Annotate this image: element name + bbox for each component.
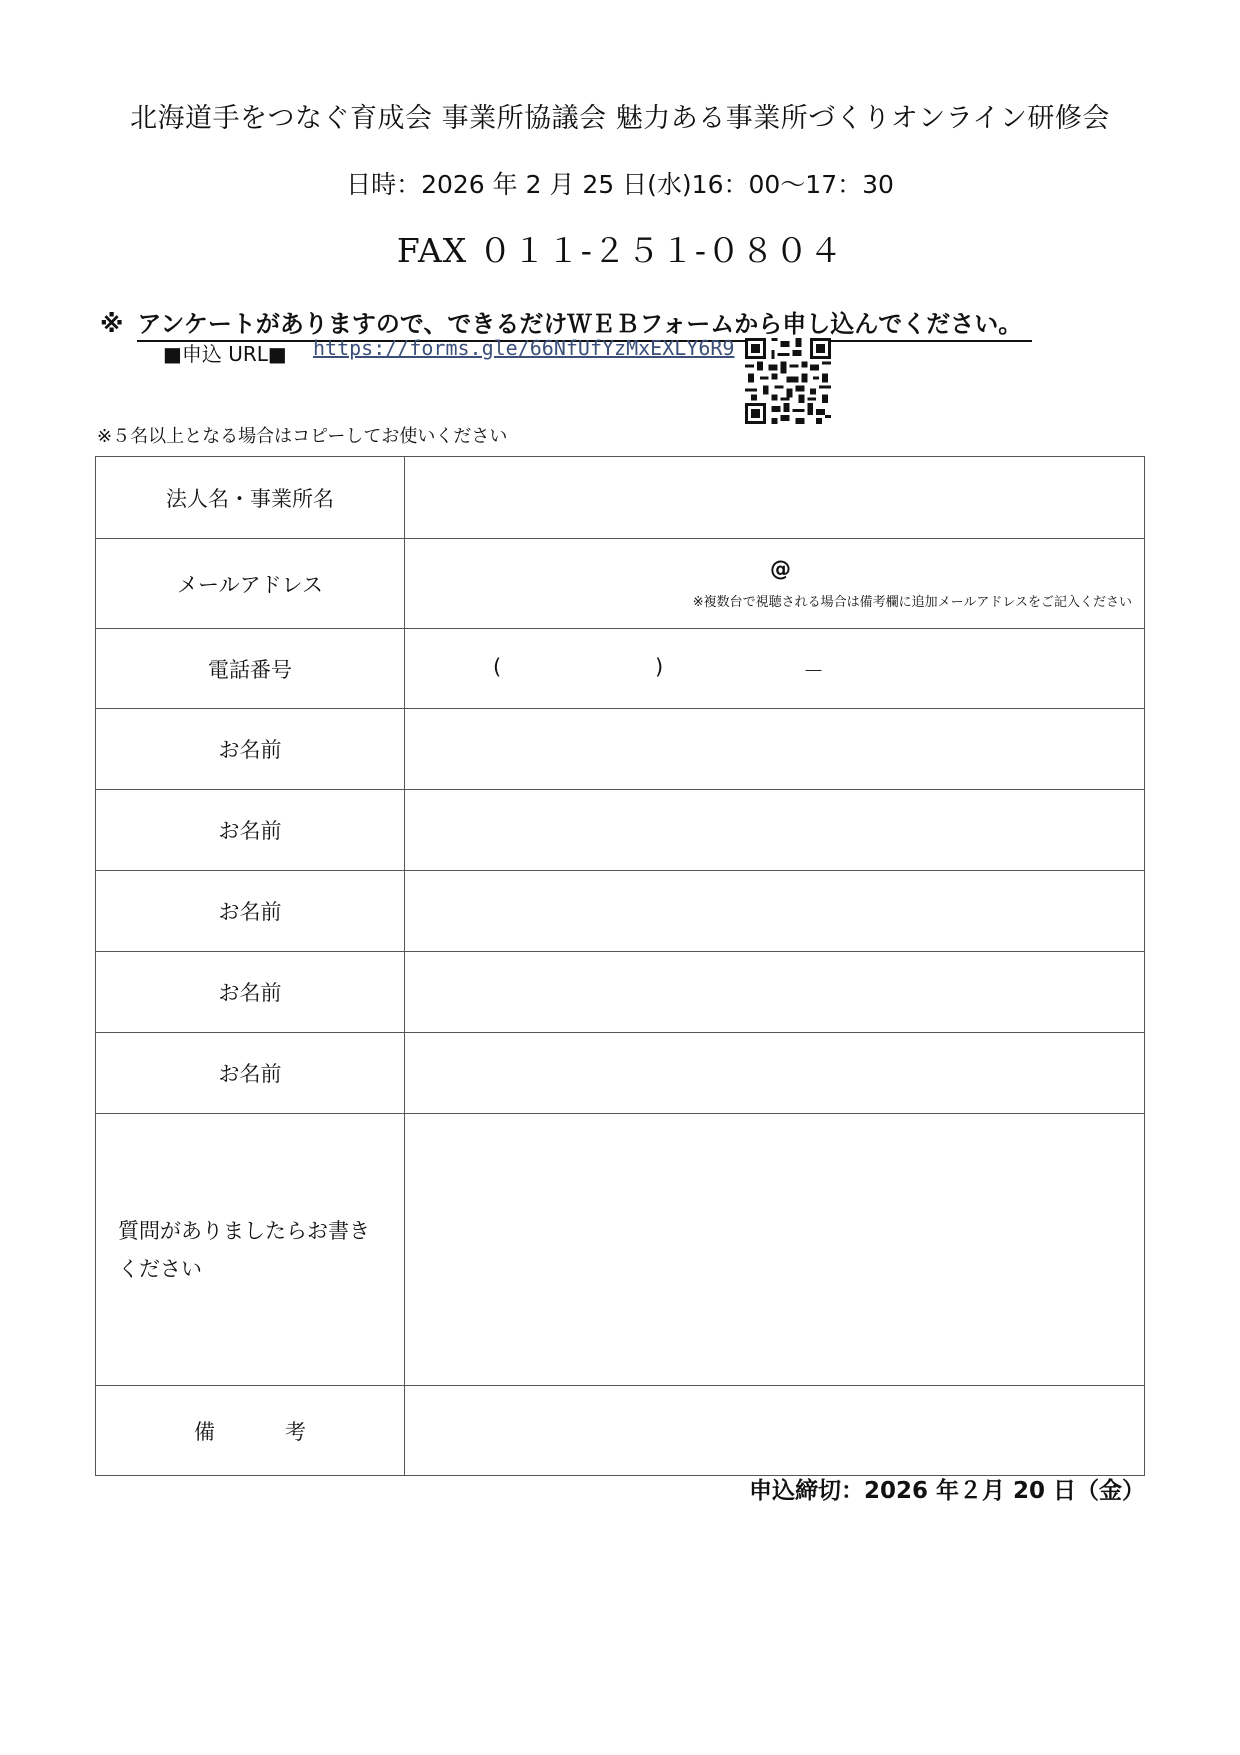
- name-label: お名前: [96, 871, 405, 952]
- remarks-field[interactable]: [405, 1386, 1145, 1476]
- corp-name-field[interactable]: [405, 457, 1145, 539]
- name-row: [96, 952, 1145, 1033]
- name-row: [96, 871, 1145, 952]
- application-deadline: 申込締切：2026 年２月 20 日（金）: [748, 1478, 1145, 1504]
- name-label: お名前: [96, 790, 405, 871]
- email-label: メールアドレス: [96, 539, 405, 629]
- tel-dash: －: [803, 659, 824, 683]
- name-field[interactable]: [405, 871, 1145, 952]
- name-label: お名前: [96, 1033, 405, 1114]
- page-title: 北海道手をつなぐ育成会 事業所協議会 魅力ある事業所づくりオンライン研修会: [130, 103, 1110, 134]
- qr-code-icon: [745, 338, 831, 424]
- url-label: ■申込 URL■: [163, 342, 287, 366]
- fax-number: FAX ０１１-２５１-０８０４: [396, 231, 844, 270]
- notice-text: アンケートがありますので、できるだけＷＥＢフォームから申し込んでください。: [137, 310, 1032, 342]
- name-field[interactable]: [405, 790, 1145, 871]
- question-label-line-2: ください: [118, 1256, 202, 1281]
- question-label: [96, 1114, 405, 1386]
- tel-paren-open: (: [493, 655, 502, 679]
- remarks-label-char-a: 備: [194, 1419, 215, 1444]
- name-row: [96, 1033, 1145, 1114]
- question-row: [96, 1114, 1145, 1386]
- name-field[interactable]: [405, 709, 1145, 790]
- name-row: [96, 709, 1145, 790]
- application-url-link[interactable]: https://forms.gle/66NfUfYzMxEXLY6R9: [313, 336, 735, 360]
- remarks-row: [96, 1386, 1145, 1476]
- tel-field[interactable]: [405, 629, 1145, 709]
- remarks-label: [96, 1386, 405, 1476]
- email-at-sign: @: [770, 557, 791, 581]
- name-label: お名前: [96, 952, 405, 1033]
- name-label: お名前: [96, 709, 405, 790]
- notice-mark: ※: [100, 310, 124, 338]
- application-form-table: [95, 456, 1145, 1476]
- question-field[interactable]: [405, 1114, 1145, 1386]
- name-field[interactable]: [405, 1033, 1145, 1114]
- email-note: ※複数台で視聴される場合は備考欄に追加メールアドレスをご記入ください: [692, 595, 1132, 610]
- email-row: [96, 539, 1145, 629]
- tel-row: [96, 629, 1145, 709]
- question-label-line-1: 質問がありましたらお書き: [118, 1218, 370, 1243]
- corp-row: [96, 457, 1145, 539]
- name-field[interactable]: [405, 952, 1145, 1033]
- copy-note: ※５名以上となる場合はコピーしてお使いください: [97, 426, 508, 447]
- name-row: [96, 790, 1145, 871]
- event-datetime: 日時：2026 年 2 月 25 日(水)16：00～17：30: [346, 170, 894, 199]
- email-field[interactable]: [405, 539, 1145, 629]
- web-form-notice: [100, 304, 1032, 339]
- corp-name-label: 法人名・事業所名: [96, 457, 405, 539]
- tel-label: 電話番号: [96, 629, 405, 709]
- remarks-label-char-b: 考: [285, 1419, 306, 1444]
- tel-paren-close: ): [655, 655, 664, 679]
